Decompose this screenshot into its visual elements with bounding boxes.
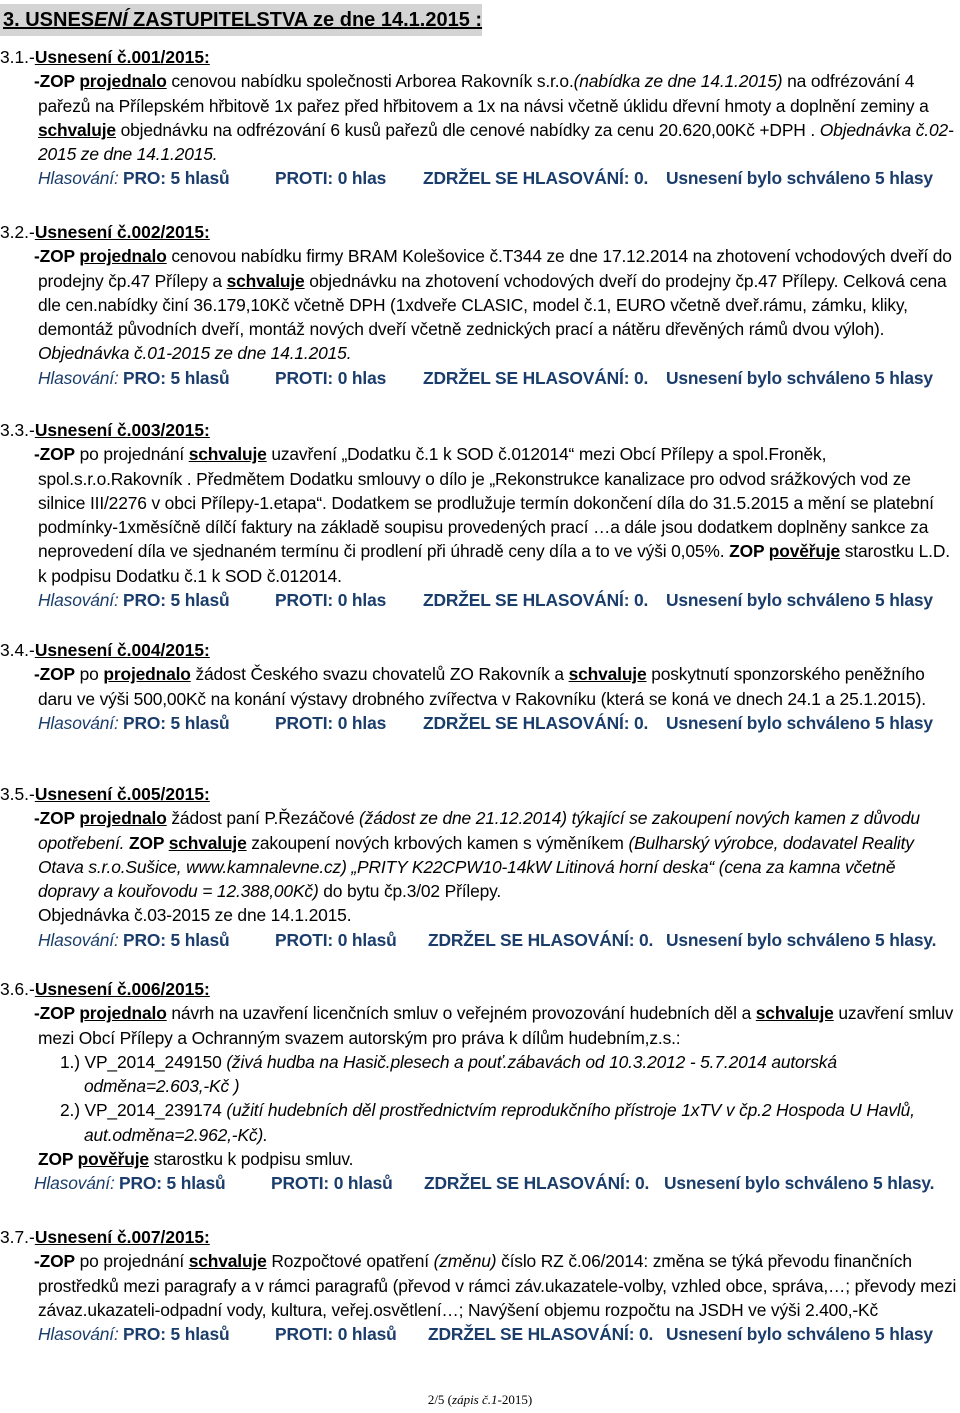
resolution-text: -ZOP projednalo cenovou nabídku společnosti Arborea Rakovník s.r.o.(nabídka ze dne 14.1.2015) na odfrézování 4 pařezů na Přílepském hřbitově 1x pařez před hřbitovem a 1x na návsi včetně úklidu dřevní hmoty a doplnění zeminy a schvaluje objednávku na odfrézování 6 kusů pařezů dle cenové nabídky za cenu 20.620,00Kč +DPH . Objednávka č.02-2015 ze dne 14.1.2015. Hlasování: PRO: 5 hlasů PROTI: 0 hlas ZDRŽEL SE HLASOVÁNÍ: 0. Usnesení bylo schváleno 5 hlasy: [38, 69, 960, 190]
list-item: 1.) VP_2014_249150 (živá hudba na Hasič.plesech a pouť.zábavách od 10.3.2012 - 5.7.2014 autorská odměna=2.603,-Kč ): [60, 1051, 837, 1097]
resolution-005: [0, 782, 960, 952]
resolution-heading: 3.2.-Usnesení č.002/2015:: [0, 222, 210, 242]
resolution-006: [0, 977, 960, 1196]
resolution-heading: 3.6.-Usnesení č.006/2015:: [0, 979, 210, 999]
voting-result: Hlasování: PRO: 5 hlasů PROTI: 0 hlasů ZDRŽEL SE HLASOVÁNÍ: 0. Usnesení bylo schváleno 5 hlasy.: [38, 929, 937, 950]
voting-result: Hlasování: PRO: 5 hlasů PROTI: 0 hlasů ZDRŽEL SE HLASOVÁNÍ: 0. Usnesení bylo schváleno 5 hlasy: [38, 1324, 933, 1345]
resolution-001: [0, 45, 960, 191]
resolution-heading: 3.1.-Usnesení č.001/2015:: [0, 47, 210, 67]
voting-result: Hlasování: PRO: 5 hlasů PROTI: 0 hlas ZDRŽEL SE HLASOVÁNÍ: 0. Usnesení bylo schváleno 5 hlasy: [38, 712, 933, 733]
resolution-text: -ZOP po projednání schvaluje Rozpočtové opatření (změnu) číslo RZ č.06/2014: změna se týká převodu finančních prostředků mezi paragrafy a v rámci paragrafů (převod v rámci záv.ukazatele-volby, vzhled obce, správa,…; převody mezi závaz.ukazateli-odpadní vody, kultura, veřej.osvětlení…; Navýšení objemu rozpočtu na JSDH ve výši 2.400,-Kč Hlasování: PRO: 5 hlasů PROTI: 0 hlasů ZDRŽEL SE HLASOVÁNÍ: 0. Usnesení bylo schváleno 5 hlasy: [38, 1249, 960, 1346]
resolution-002: [0, 220, 960, 390]
voting-result: Hlasování: PRO: 5 hlasů PROTI: 0 hlas ZDRŽEL SE HLASOVÁNÍ: 0. Usnesení bylo schváleno 5 hlasy: [38, 367, 933, 388]
resolution-text: -ZOP projednalo žádost paní P.Řezáčové (žádost ze dne 21.12.2014) týkající se zakoupení nových kamen z důvodu opotřebení. ZOP schvaluje zakoupení nových krbových kamen s výměníkem (Bulharský výrobce, dodavatel Reality Otava s.r.o.Sušice, www.kamnalevne.cz) „PRITY K22CPW10-14kW Litinová horní deska“ (cena za kamna včetně dopravy a kouřovodu = 12.388,00Kč) do bytu čp.3/02 Přílepy. Objednávka č.03-2015 ze dne 14.1.2015. Hlasování: PRO: 5 hlasů PROTI: 0 hlasů ZDRŽEL SE HLASOVÁNÍ: 0. Usnesení bylo schváleno 5 hlasy.: [38, 806, 960, 952]
resolution-004: [0, 638, 960, 735]
resolution-text: -ZOP po projednalo žádost Českého svazu chovatelů ZO Rakovník a schvaluje poskytnutí sponzorského peněžního daru ve výši 500,00Kč na konání výstavy drobného zvířectva v Rakovníku (která se koná ve dnech 24.1 a 25.1.2015). Hlasování: PRO: 5 hlasů PROTI: 0 hlas ZDRŽEL SE HLASOVÁNÍ: 0. Usnesení bylo schváleno 5 hlasy: [38, 662, 960, 735]
resolution-003: [0, 418, 960, 612]
voting-result: Hlasování: PRO: 5 hlasů PROTI: 0 hlasů ZDRŽEL SE HLASOVÁNÍ: 0. Usnesení bylo schváleno 5 hlasy.: [34, 1173, 935, 1194]
voting-result: Hlasování: PRO: 5 hlasů PROTI: 0 hlas ZDRŽEL SE HLASOVÁNÍ: 0. Usnesení bylo schváleno 5 hlasy: [38, 168, 933, 189]
resolution-text: -ZOP projednalo cenovou nabídku firmy BRAM Kolešovice č.T344 ze dne 17.12.2014 na zhotovení vchodových dveří do prodejny čp.47 Přílepy a schvaluje objednávku na zhotovení vchodových dveří do prodejny čp.47 Přílepy. Celková cena dle cen.nabídky činí 36.179,10Kč včetně DPH (1xdveře CLASIC, model č.1, EURO včetně dveř.rámu, zámku, kliky, demontáž původních dveří, montáž nových dveří včetně zednických prací a nátěru dřevěných rámů dvou výloh). Objednávka č.01-2015 ze dne 14.1.2015. Hlasování: PRO: 5 hlasů PROTI: 0 hlas ZDRŽEL SE HLASOVÁNÍ: 0. Usnesení bylo schváleno 5 hlasy: [38, 244, 960, 390]
resolution-heading: 3.4.-Usnesení č.004/2015:: [0, 640, 210, 660]
contract-list: [60, 1050, 960, 1147]
resolution-heading: 3.7.-Usnesení č.007/2015:: [0, 1227, 210, 1247]
page-heading: 3. USNESENÍ ZASTUPITELSTVA ze dne 14.1.2015 :: [0, 4, 482, 36]
resolution-007: [0, 1225, 960, 1346]
resolution-text: -ZOP po projednání schvaluje uzavření „Dodatku č.1 k SOD č.012014“ mezi Obcí Přílepy a spol.Froněk, spol.s.r.o.Rakovník . Předmětem Dodatku smlouvy o dílo je „Rekonstrukce kanalizace pro odvod srážkových vod ze silnice III/2276 v obci Přílepy-1.etapa“. Dodatkem se prodlužuje termín dokončení díla do 31.5.2015 a mění se platební podmínky-1xměsíčně dílčí faktury na základě soupisu provedených prací …a dále jsou dodatkem doplněny sankce za neprovedení díla ve sjednaném termínu či prodlení při úhradě ceny díla a to ve výši 0,05%. ZOP pověřuje starostku L.D. k podpisu Dodatku č.1 k SOD č.012014. Hlasování: PRO: 5 hlasů PROTI: 0 hlas ZDRŽEL SE HLASOVÁNÍ: 0. Usnesení bylo schváleno 5 hlasy: [38, 442, 960, 612]
resolution-heading: 3.5.-Usnesení č.005/2015:: [0, 784, 210, 804]
page-footer: 2/5 (zápis č.1-2015): [427, 1392, 533, 1407]
voting-result: Hlasování: PRO: 5 hlasů PROTI: 0 hlas ZDRŽEL SE HLASOVÁNÍ: 0. Usnesení bylo schváleno 5 hlasy: [38, 590, 933, 611]
resolution-text: -ZOP projednalo návrh na uzavření licenčních smluv o veřejném provozování hudebních děl a schvaluje uzavření smluv mezi Obcí Přílepy a Ochranným svazem autorským pro práva k dílům hudebním,z.s.: 1.) VP_2014_249150 (živá hudba na Hasič.plesech a pouť.zábavách od 10.3.2012 - 5.7.2014 autorská odměna=2.603,-Kč ) 2.) VP_2014_239174 (užití hudebních děl prostřednictvím reprodukčního přístroje 1xTV v čp.2 Hospoda U Havlů, aut.odměna=2.962,-Kč). ZOP pověřuje starostku k podpisu smluv. Hlasování: PRO: 5 hlasů PROTI: 0 hlasů ZDRŽEL SE HLASOVÁNÍ: 0. Usnesení bylo schváleno 5 hlasy.: [38, 1001, 960, 1195]
list-item: 2.) VP_2014_239174 (užití hudebních děl prostřednictvím reprodukčního přístroje 1xTV v čp.2 Hospoda U Havlů, aut.odměna=2.962,-Kč).: [60, 1100, 915, 1145]
resolution-heading: 3.3.-Usnesení č.003/2015:: [0, 420, 210, 440]
